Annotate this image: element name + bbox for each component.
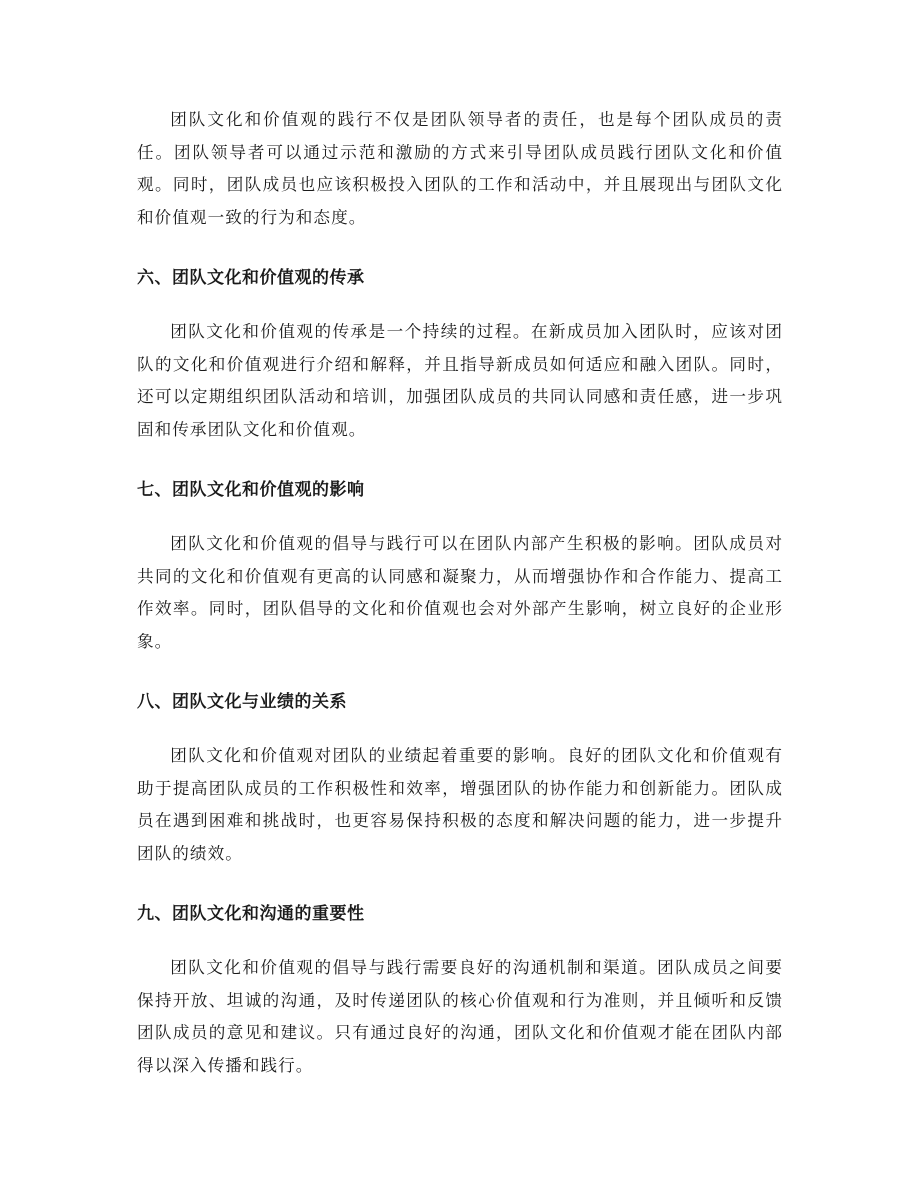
document-page [137,104,783,1082]
section-paragraph-6: 团队文化和价值观的传承是一个持续的过程。在新成员加入团队时，应该对团队的文化和价值观进行介绍和解释，并且指导新成员如何适应和融入团队。同时，还可以定期组织团队活动和培训，加强团队成员的共同认同感和责任感，进一步巩固和传承团队文化和价值观。 [137,322,783,439]
section-heading-8: 八、团队文化与业绩的关系 [137,692,347,712]
intro-paragraph: 团队文化和价值观的践行不仅是团队领导者的责任，也是每个团队成员的责任。团队领导者可以通过示范和激励的方式来引导团队成员践行团队文化和价值观。同时，团队成员也应该积极投入团队的工作和活动中，并且展现出与团队文化和价值观一致的行为和态度。 [137,110,783,227]
section-paragraph-8: 团队文化和价值观对团队的业绩起着重要的影响。良好的团队文化和价值观有助于提高团队成员的工作积极性和效率，增强团队的协作能力和创新能力。团队成员在遇到困难和挑战时，也更容易保持积极的态度和解决问题的能力，进一步提升团队的绩效。 [137,746,783,863]
section-heading-6: 六、团队文化和价值观的传承 [137,268,365,288]
section-paragraph-9: 团队文化和价值观的倡导与践行需要良好的沟通机制和渠道。团队成员之间要保持开放、坦诚的沟通，及时传递团队的核心价值观和行为准则，并且倾听和反馈团队成员的意见和建议。只有通过良好的沟通，团队文化和价值观才能在团队内部得以深入传播和践行。 [137,958,783,1075]
section-heading-7: 七、团队文化和价值观的影响 [137,480,365,500]
section-heading-9: 九、团队文化和沟通的重要性 [137,904,365,924]
section-paragraph-7: 团队文化和价值观的倡导与践行可以在团队内部产生积极的影响。团队成员对共同的文化和价值观有更高的认同感和凝聚力，从而增强协作和合作能力、提高工作效率。同时，团队倡导的文化和价值观也会对外部产生影响，树立良好的企业形象。 [137,534,783,651]
